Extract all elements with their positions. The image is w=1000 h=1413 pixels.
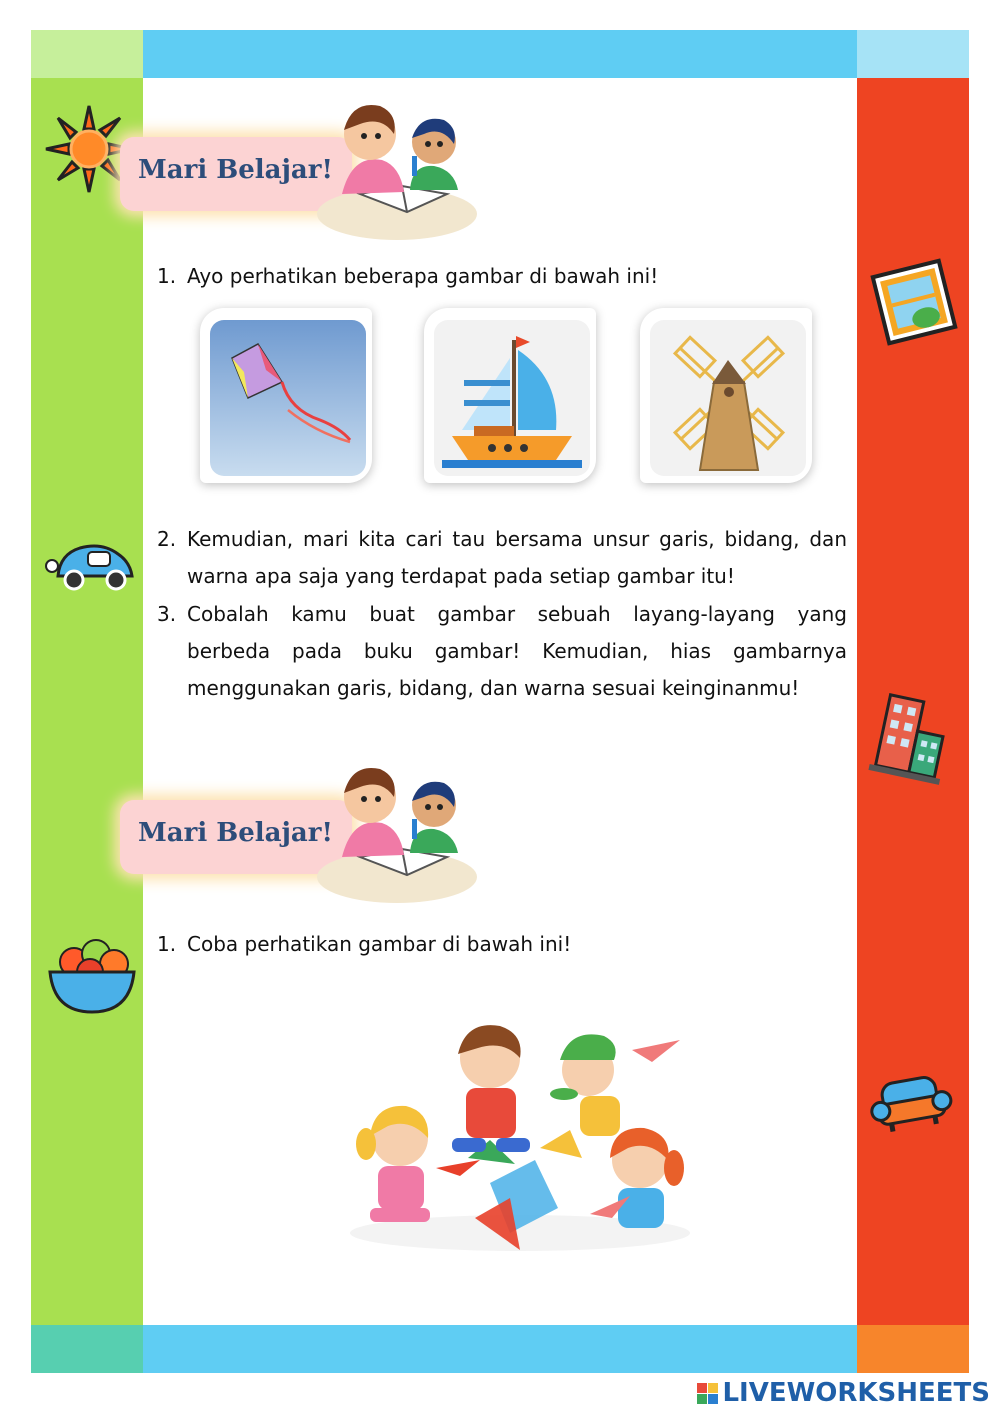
item-line: berbeda pada buku gambar! Kemudian, hias gambarnya — [187, 639, 847, 663]
top-border — [143, 30, 857, 78]
list-item — [157, 521, 847, 588]
top-right-corner — [857, 30, 969, 78]
item-number: 1. — [157, 264, 177, 288]
children-reading-icon — [312, 757, 482, 911]
footer-brand — [697, 1378, 990, 1408]
sailboat-photo — [424, 308, 596, 483]
item-number: 1. — [157, 932, 177, 956]
list-item — [157, 926, 572, 963]
bottom-left-corner — [31, 1325, 143, 1373]
fruit-bowl-icon — [44, 928, 140, 1022]
bottom-right-corner — [857, 1325, 969, 1373]
list-item — [157, 596, 847, 700]
brand-name: LIVEWORKSHEETS — [722, 1378, 990, 1408]
section2-heading: Mari Belajar! — [138, 818, 333, 848]
children-crafting-icon — [340, 1018, 700, 1262]
windmill-photo — [640, 308, 812, 483]
item-text: Ayo perhatikan beberapa gambar di bawah ini! — [187, 264, 659, 288]
sofa-icon — [868, 1066, 954, 1146]
item-number: 3. — [157, 602, 177, 626]
car-icon — [44, 536, 139, 600]
item-line: Cobalah kamu buat gambar sebuah layang-layang yang — [187, 602, 847, 626]
brand-logo-icon — [697, 1383, 718, 1404]
item-line: menggunakan garis, bidang, dan warna sesuai keinginanmu! — [187, 676, 800, 700]
building-icon — [866, 690, 956, 790]
top-left-corner — [31, 30, 143, 78]
section1-heading: Mari Belajar! — [138, 155, 333, 185]
list-item — [157, 258, 659, 295]
bottom-border — [143, 1325, 857, 1373]
item-number: 2. — [157, 527, 177, 551]
window-icon — [866, 254, 962, 354]
left-border — [31, 78, 143, 1325]
children-reading-icon — [312, 94, 482, 248]
item-text: Coba perhatikan gambar di bawah ini! — [187, 932, 572, 956]
item-line: Kemudian, mari kita cari tau bersama unsur garis, bidang, dan — [187, 527, 847, 551]
item-line: warna apa saja yang terdapat pada setiap gambar itu! — [187, 564, 735, 588]
kite-photo — [200, 308, 372, 483]
